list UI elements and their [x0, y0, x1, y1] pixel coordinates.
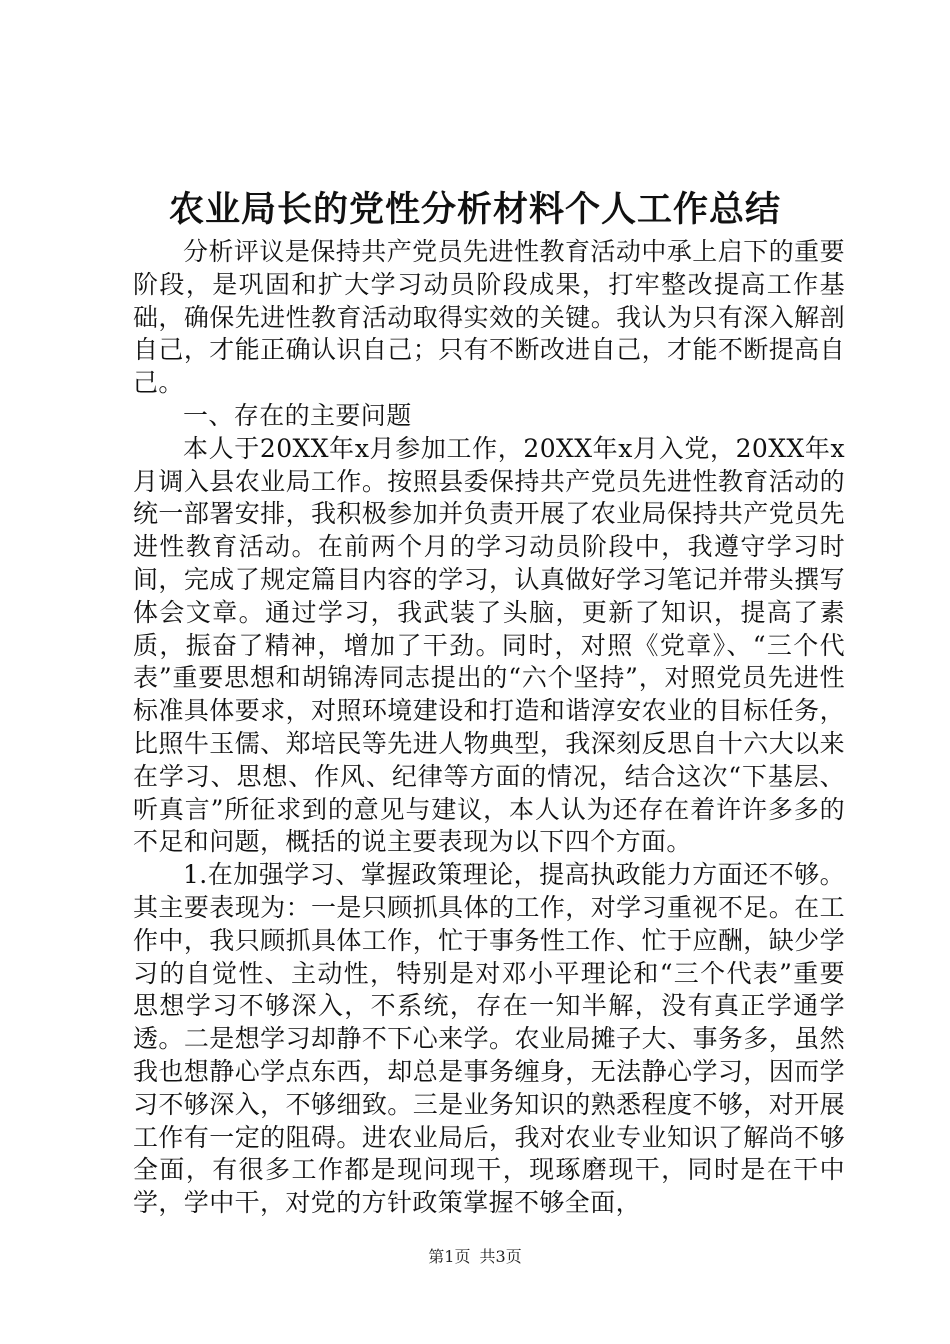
page-footer	[0, 1245, 950, 1269]
document-body	[133, 236, 845, 1220]
paragraph-point-1: 1.在加强学习、掌握政策理论，提高执政能力方面还不够。其主要表现为：一是只顾抓具体的工作，对学习重视不足。在工作中，我只顾抓具体工作，忙于事务性工作、忙于应酬，缺少学习的自觉性、主动性，特别是对邓小平理论和“三个代表”重要思想学习不够深入，不系统，存在一知半解，没有真正学通学透。二是想学习却静不下心来学。农业局摊子大、事务多，虽然我也想静心学点东西，却总是事务缠身，无法静心学习，因而学习不够深入，不够细致。三是业务知识的熟悉程度不够，对开展工作有一定的阻碍。进农业局后，我对农业专业知识了解尚不够全面，有很多工作都是现问现干，现琢磨现干，同时是在干中学，学中干，对党的方针政策掌握不够全面，	[133, 860, 845, 1218]
section-heading-problems: 一、存在的主要问题	[183, 400, 412, 430]
paragraph-background: 本人于20XX年x月参加工作，20XX年x月入党，20XX年x月调入县农业局工作。按照县委保持共产党员先进性教育活动的统一部署安排，我积极参加并负责开展了农业局保持共产党员先进性教育活动。在前两个月的学习动员阶段中，我遵守学习时间，完成了规定篇目内容的学习，认真做好学习笔记并带头撰写体会文章。通过学习，我武装了头脑，更新了知识，提高了素质，振奋了精神，增加了干劲。同时，对照《党章》、“三个代表”重要思想和胡锦涛同志提出的“六个坚持”，对照党员先进性标准具体要求，对照环境建设和打造和谐淳安农业的目标任务，比照牛玉儒、郑培民等先进人物典型，我深刻反思自十六大以来在学习、思想、作风、纪律等方面的情况，结合这次“下基层、听真言”所征求到的意见与建议，本人认为还存在着许许多多的不足和问题，概括的说主要表现为以下四个方面。	[133, 433, 845, 857]
paragraph-intro: 分析评议是保持共产党员先进性教育活动中承上启下的重要阶段，是巩固和扩大学习动员阶段成果，打牢整改提高工作基础，确保先进性教育活动取得实效的关键。我认为只有深入解剖自己，才能正确认识自己；只有不断改进自己，才能不断提高自己。	[133, 237, 845, 398]
page-number: 第1页	[428, 1247, 471, 1266]
document-title: 农业局长的党性分析材料个人工作总结	[168, 189, 781, 230]
total-pages: 共3页	[479, 1247, 522, 1266]
